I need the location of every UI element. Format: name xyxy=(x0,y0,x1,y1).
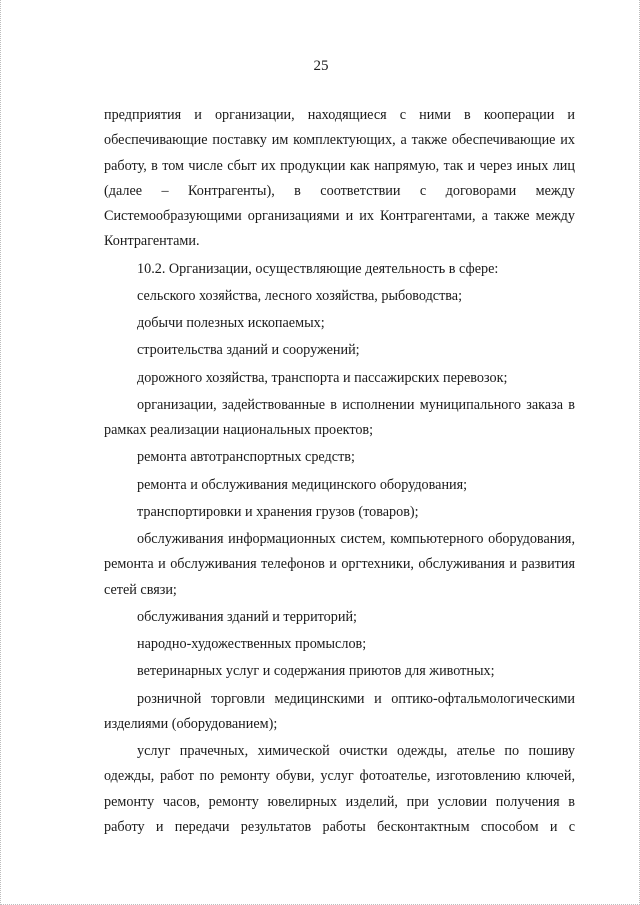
list-item-cargo-storage: транспортировки и хранения грузов (товаров); xyxy=(137,503,419,520)
list-item-mining: добычи полезных ископаемых; xyxy=(137,315,325,331)
paragraph-contractors: предприятия и организации, находящиеся с ними в кооперации и обеспечивающие поставку им комплектующих, а также обеспечивающие их работу, в том числе сбыт их продукции как напрямую, так и через иных лиц (далее – Контрагенты), в соответствии с договорами между Системообразующими организациями и их Контрагентами, а также между Контрагентами. xyxy=(104,107,575,250)
list-item-it-services: обслуживания информационных систем, компьютерного оборудования, ремонта и обслуживания телефонов и оргтехники, обслуживания и развития сетей связи; xyxy=(104,531,575,598)
page-body xyxy=(104,103,575,840)
list-item-building-maintenance: обслуживания зданий и территорий; xyxy=(137,608,357,625)
list-item-construction: строительства зданий и сооружений; xyxy=(137,342,360,359)
list-item-medical-retail: розничной торговли медицинскими и оптико-офтальмологическими изделиями (оборудованием); xyxy=(104,690,575,732)
list-item-medical-equipment: ремонта и обслуживания медицинского оборудования; xyxy=(137,476,468,493)
list-item-road-transport: дорожного хозяйства, транспорта и пассажирских перевозок; xyxy=(137,369,508,386)
paragraph-section-10-2: 10.2. Организации, осуществляющие деятельность в сфере: xyxy=(137,260,499,277)
list-item-municipal-order: организации, задействованные в исполнении муниципального заказа в рамках реализации национальных проектов; xyxy=(104,396,575,438)
list-item-folk-crafts: народно-художественных промыслов; xyxy=(137,636,367,652)
list-item-agriculture: сельского хозяйства, лесного хозяйства, рыбоводства; xyxy=(137,287,463,304)
list-item-veterinary: ветеринарных услуг и содержания приютов для животных; xyxy=(137,663,495,680)
list-item-consumer-services: услуг прачечных, химической очистки одежды, ателье по пошиву одежды, работ по ремонту обуви, услуг фотоателье, изготовлению ключей, ремонту часов, ремонту ювелирных изделий, при условии получения в работу и передачи результатов работы бесконтактным способом и с xyxy=(104,743,575,835)
list-item-vehicle-repair: ремонта автотранспортных средств; xyxy=(137,449,355,466)
page-number: 25 xyxy=(313,58,329,74)
